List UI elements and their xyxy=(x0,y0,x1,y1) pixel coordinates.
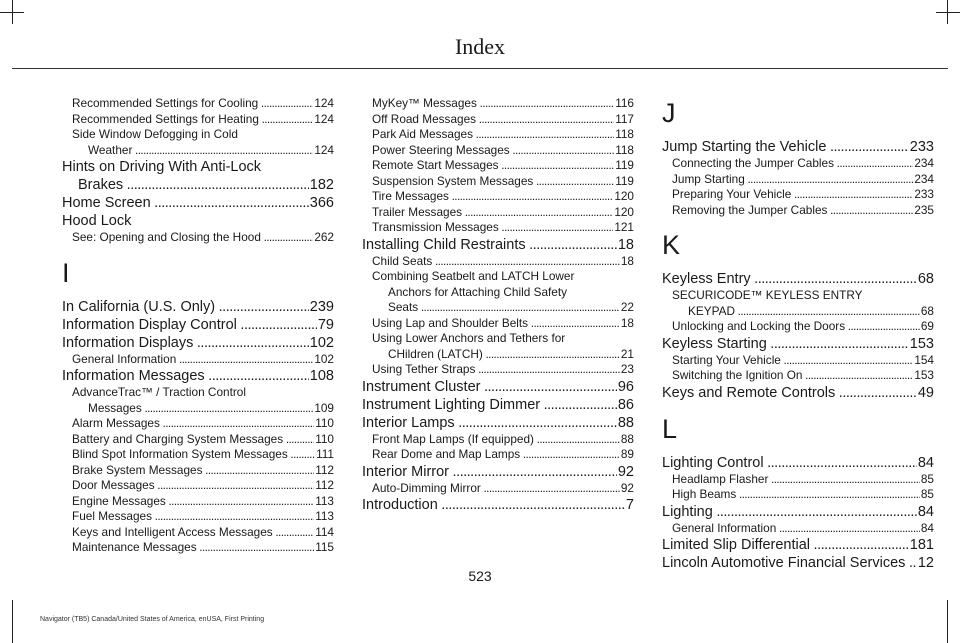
index-entry xyxy=(662,335,934,353)
leader-dots xyxy=(372,220,634,236)
leader-dots xyxy=(372,96,634,112)
entry-label: Jump Starting xyxy=(672,171,745,186)
index-entry: Hood Lock xyxy=(62,213,132,229)
entry-page: 114 xyxy=(315,524,334,539)
entry-label: Starting Your Vehicle xyxy=(672,352,781,367)
leader-dots xyxy=(362,236,634,254)
entry-page: 234 xyxy=(914,171,934,186)
leader-dots xyxy=(672,368,934,384)
entry-label: Information Displays xyxy=(62,334,194,351)
crop-mark xyxy=(947,600,948,643)
leader-dots xyxy=(362,378,634,396)
index-subentry xyxy=(662,172,934,188)
index-subentry xyxy=(362,447,634,463)
entry-page: 153 xyxy=(914,368,934,382)
entry-label: Maintenance Messages xyxy=(72,540,197,554)
index-entry xyxy=(662,270,934,288)
index-entry xyxy=(362,414,634,432)
index-entry xyxy=(62,316,334,334)
leader-dots xyxy=(688,304,934,320)
entry-label: Using Lap and Shoulder Belts xyxy=(372,315,529,330)
index-entry xyxy=(662,536,934,554)
entry-page: 85 xyxy=(920,487,934,501)
entry-label: Engine Messages xyxy=(72,493,166,508)
index-subentry xyxy=(662,353,934,369)
entry-page: 84 xyxy=(917,454,934,471)
leader-dots xyxy=(662,503,934,521)
leader-dots xyxy=(372,205,634,221)
leader-dots xyxy=(372,481,634,497)
index-entry xyxy=(662,138,934,156)
index-subentry xyxy=(362,316,634,332)
entry-page: 234 xyxy=(914,156,934,170)
entry-label: Limited Slip Differential xyxy=(662,537,811,553)
leader-dots xyxy=(72,509,334,525)
page-title: Index xyxy=(454,34,506,59)
index-column-2 xyxy=(362,96,634,514)
index-entry xyxy=(362,236,634,254)
index-subentry xyxy=(62,112,334,128)
entry-label: Lighting Control xyxy=(662,454,764,471)
entry-label: Park Aid Messages xyxy=(372,127,473,141)
index-subentry xyxy=(662,368,934,384)
leader-dots xyxy=(662,384,934,402)
entry-label: Keys and Intelligent Access Messages xyxy=(72,524,273,539)
index-subentry: Combining Seatbelt and LATCH Lower xyxy=(372,269,575,283)
leader-dots xyxy=(62,316,334,334)
leader-dots xyxy=(72,463,334,479)
leader-dots xyxy=(62,194,334,212)
index-subentry xyxy=(362,300,634,316)
crop-mark xyxy=(947,0,948,24)
entry-page: 124 xyxy=(314,111,334,126)
entry-label: CHildren (LATCH) xyxy=(388,346,483,361)
entry-page: 23 xyxy=(620,362,634,376)
leader-dots xyxy=(372,143,634,159)
entry-page: 68 xyxy=(920,303,934,318)
index-subentry xyxy=(362,347,634,363)
entry-page: 113 xyxy=(315,509,334,523)
index-subentry xyxy=(662,472,934,488)
section-letter: K xyxy=(662,230,681,260)
index-subentry: AdvanceTrac™ / Traction Control xyxy=(72,385,246,399)
leader-dots xyxy=(672,521,934,537)
entry-label: Lighting xyxy=(662,503,713,520)
index-entry xyxy=(62,334,334,352)
index-subentry xyxy=(62,447,334,463)
entry-label: Jump Starting the Vehicle xyxy=(662,139,827,155)
index-subentry xyxy=(662,203,934,219)
entry-label: Auto-Dimming Mirror xyxy=(372,480,481,495)
leader-dots xyxy=(372,432,634,448)
index-subentry xyxy=(62,525,334,541)
entry-page: 84 xyxy=(917,503,934,520)
entry-page: 235 xyxy=(914,202,934,217)
entry-label: MyKey™ Messages xyxy=(372,96,477,110)
leader-dots xyxy=(672,319,934,335)
entry-label: Instrument Cluster xyxy=(362,378,481,395)
entry-page: 89 xyxy=(620,447,634,461)
index-entry xyxy=(362,463,634,481)
index-subentry xyxy=(62,230,334,246)
entry-page: 7 xyxy=(625,497,634,513)
entry-label: Front Map Lamps (If equipped) xyxy=(372,431,534,446)
entry-page: 112 xyxy=(315,478,334,492)
index-entry xyxy=(362,378,634,396)
leader-dots xyxy=(72,478,334,494)
index-subentry xyxy=(62,494,334,510)
index-subentry xyxy=(662,521,934,537)
leader-dots xyxy=(72,525,334,541)
index-subentry xyxy=(362,143,634,159)
index-subentry xyxy=(62,540,334,556)
index-subentry xyxy=(62,96,334,112)
index-subentry xyxy=(662,156,934,172)
entry-label: Information Display Control xyxy=(62,316,237,333)
entry-page: 79 xyxy=(317,316,334,333)
index-subentry xyxy=(62,509,334,525)
leader-dots xyxy=(72,112,334,128)
index-subentry xyxy=(362,432,634,448)
entry-page: 18 xyxy=(620,253,634,268)
entry-page: 116 xyxy=(615,96,634,110)
entry-label: Suspension System Messages xyxy=(372,173,534,188)
leader-dots xyxy=(372,112,634,128)
leader-dots xyxy=(662,270,934,288)
entry-page: 108 xyxy=(309,368,334,384)
leader-dots xyxy=(372,189,634,205)
index-subentry xyxy=(362,205,634,221)
index-entry xyxy=(62,194,334,212)
leader-dots xyxy=(72,352,334,368)
entry-label: Off Road Messages xyxy=(372,111,477,126)
index-entry xyxy=(362,396,634,414)
entry-label: Seats xyxy=(388,300,419,314)
leader-dots xyxy=(672,203,934,219)
header-divider xyxy=(12,68,948,69)
index-subentry xyxy=(662,304,934,320)
entry-page: 118 xyxy=(615,127,634,141)
leader-dots xyxy=(72,230,334,246)
index-subentry xyxy=(362,481,634,497)
entry-label: Tire Messages xyxy=(372,189,449,203)
leader-dots xyxy=(388,347,634,363)
entry-label: Recommended Settings for Heating xyxy=(72,111,259,126)
index-entry xyxy=(662,503,934,521)
entry-label: Connecting the Jumper Cables xyxy=(672,156,834,170)
entry-label: Headlamp Flasher xyxy=(672,471,769,486)
section-letter: J xyxy=(662,98,676,128)
entry-label: Keyless Entry xyxy=(662,271,751,287)
index-column-3 xyxy=(662,96,934,572)
index-entry xyxy=(62,298,334,316)
entry-page: 86 xyxy=(617,396,634,413)
leader-dots xyxy=(362,396,634,414)
leader-dots xyxy=(388,300,634,316)
leader-dots xyxy=(362,463,634,481)
leader-dots xyxy=(362,414,634,432)
entry-page: 49 xyxy=(917,384,934,401)
index-subentry xyxy=(662,487,934,503)
entry-page: 111 xyxy=(316,447,334,461)
entry-page: 233 xyxy=(914,187,934,201)
entry-page: 154 xyxy=(914,352,934,367)
leader-dots xyxy=(88,401,334,417)
entry-label: Interior Mirror xyxy=(362,463,450,480)
leader-dots xyxy=(372,174,634,190)
leader-dots xyxy=(72,540,334,556)
entry-label: Fuel Messages xyxy=(72,509,152,523)
entry-label: General Information xyxy=(672,520,777,535)
leader-dots xyxy=(372,362,634,378)
entry-label: Keys and Remote Controls xyxy=(662,384,836,401)
entry-page: 109 xyxy=(314,400,334,415)
entry-label: Door Messages xyxy=(72,478,155,492)
entry-page: 22 xyxy=(620,300,634,314)
index-subentry xyxy=(62,432,334,448)
leader-dots xyxy=(672,156,934,172)
entry-page: 102 xyxy=(309,334,334,351)
entry-page: 18 xyxy=(620,315,634,330)
entry-label: Trailer Messages xyxy=(372,204,463,219)
index-subentry xyxy=(362,220,634,236)
entry-label: Power Steering Messages xyxy=(372,142,510,157)
page-number: 523 xyxy=(468,568,492,584)
section-letter: I xyxy=(62,257,70,288)
entry-label: Messages xyxy=(88,400,142,415)
entry-label: Rear Dome and Map Lamps xyxy=(372,447,521,461)
index-subentry xyxy=(62,352,334,368)
entry-page: 85 xyxy=(920,471,934,486)
section-letter: L xyxy=(662,413,678,444)
index-subentry xyxy=(662,319,934,335)
leader-dots xyxy=(662,335,934,353)
entry-page: 112 xyxy=(315,462,334,477)
entry-label: Interior Lamps xyxy=(362,414,455,431)
entry-page: 119 xyxy=(615,158,634,172)
entry-label: Using Tether Straps xyxy=(372,362,476,376)
leader-dots xyxy=(72,494,334,510)
index-subentry: Using Lower Anchors and Tethers for xyxy=(372,331,566,345)
index-subentry xyxy=(362,254,634,270)
leader-dots xyxy=(72,96,334,112)
entry-page: 88 xyxy=(620,431,634,446)
leader-dots xyxy=(62,367,334,385)
leader-dots xyxy=(372,158,634,174)
entry-label: Brake System Messages xyxy=(72,462,203,477)
entry-page: 115 xyxy=(315,540,334,554)
entry-page: 68 xyxy=(917,271,934,287)
entry-page: 110 xyxy=(315,431,334,446)
leader-dots xyxy=(662,138,934,156)
leader-dots xyxy=(372,254,634,270)
entry-page: 113 xyxy=(315,493,334,508)
entry-label: Transmission Messages xyxy=(372,220,499,234)
entry-label: Home Screen xyxy=(62,195,151,211)
entry-page: 124 xyxy=(314,142,334,157)
leader-dots xyxy=(362,496,634,514)
entry-page: 84 xyxy=(920,520,934,535)
entry-page: 92 xyxy=(617,463,634,480)
index-entry: Hints on Driving With Anti-Lock xyxy=(62,159,262,175)
leader-dots xyxy=(62,298,334,316)
entry-label: KEYPAD xyxy=(688,303,735,318)
index-entry xyxy=(62,176,334,194)
entry-page: 69 xyxy=(920,319,934,333)
index-subentry xyxy=(362,127,634,143)
entry-label: Introduction xyxy=(362,497,438,513)
entry-page: 117 xyxy=(615,111,634,126)
entry-label: Switching the Ignition On xyxy=(672,368,803,382)
entry-label: Child Seats xyxy=(372,253,433,268)
index-subentry xyxy=(362,112,634,128)
leader-dots xyxy=(662,536,934,554)
index-subentry xyxy=(362,158,634,174)
entry-label: Unlocking and Locking the Doors xyxy=(672,319,846,333)
index-subentry xyxy=(362,174,634,190)
entry-page: 110 xyxy=(315,416,334,430)
index-subentry xyxy=(662,187,934,203)
leader-dots xyxy=(372,447,634,463)
entry-page: 118 xyxy=(615,142,634,157)
entry-page: 153 xyxy=(909,335,934,352)
entry-page: 96 xyxy=(617,378,634,395)
entry-label: Recommended Settings for Cooling xyxy=(72,96,259,110)
entry-page: 120 xyxy=(614,204,634,219)
entry-label: Brakes xyxy=(78,177,124,193)
entry-page: 21 xyxy=(620,346,634,361)
leader-dots xyxy=(62,334,334,352)
index-entry xyxy=(662,454,934,472)
index-entry xyxy=(662,384,934,402)
crop-mark xyxy=(936,12,960,13)
entry-label: Battery and Charging System Messages xyxy=(72,431,284,446)
leader-dots xyxy=(662,454,934,472)
entry-page: 119 xyxy=(615,173,634,188)
entry-page: 239 xyxy=(309,298,334,315)
entry-page: 92 xyxy=(620,480,634,495)
leader-dots xyxy=(72,416,334,432)
entry-page: 102 xyxy=(314,351,334,366)
index-subentry xyxy=(62,478,334,494)
entry-page: 12 xyxy=(917,555,934,571)
leader-dots xyxy=(672,187,934,203)
leader-dots xyxy=(72,447,334,463)
printing-info: Navigator (TB5) Canada/United States of America, enUSA, First Printing xyxy=(40,616,265,623)
entry-page: 88 xyxy=(617,414,634,431)
index-subentry xyxy=(362,96,634,112)
leader-dots xyxy=(78,176,334,194)
entry-label: Blind Spot Information System Messages xyxy=(72,447,288,461)
leader-dots xyxy=(88,143,334,159)
entry-page: 121 xyxy=(614,220,634,234)
index-subentry: Side Window Defogging in Cold xyxy=(72,127,238,141)
entry-page: 124 xyxy=(314,96,334,110)
index-subentry xyxy=(62,416,334,432)
entry-label: Installing Child Restraints xyxy=(362,236,526,253)
entry-page: 262 xyxy=(314,230,334,244)
leader-dots xyxy=(372,127,634,143)
entry-label: Keyless Starting xyxy=(662,335,767,352)
entry-page: 366 xyxy=(309,195,334,211)
crop-mark xyxy=(12,0,13,24)
entry-page: 233 xyxy=(909,139,934,155)
entry-label: Information Messages xyxy=(62,368,205,384)
leader-dots xyxy=(672,487,934,503)
entry-label: High Beams xyxy=(672,487,737,501)
leader-dots xyxy=(672,172,934,188)
entry-label: Instrument Lighting Dimmer xyxy=(362,396,541,413)
index-subentry xyxy=(62,143,334,159)
index-subentry xyxy=(362,189,634,205)
crop-mark xyxy=(12,600,13,643)
index-subentry xyxy=(62,463,334,479)
entry-page: 181 xyxy=(909,537,934,553)
index-subentry: SECURICODE™ KEYLESS ENTRY xyxy=(672,288,863,302)
index-subentry xyxy=(362,362,634,378)
index-entry xyxy=(62,367,334,385)
entry-label: In California (U.S. Only) xyxy=(62,298,216,315)
entry-label: General Information xyxy=(72,351,177,366)
leader-dots xyxy=(672,472,934,488)
entry-label: Preparing Your Vehicle xyxy=(672,187,792,201)
index-column-1 xyxy=(62,96,334,556)
index-subentry xyxy=(62,401,334,417)
index-entry xyxy=(362,496,634,514)
entry-label: Removing the Jumper Cables xyxy=(672,202,828,217)
entry-label: See: Opening and Closing the Hood xyxy=(72,230,261,244)
entry-page: 182 xyxy=(309,177,334,193)
entry-label: Alarm Messages xyxy=(72,416,160,430)
entry-label: Remote Start Messages xyxy=(372,158,499,172)
entry-label: Weather xyxy=(88,142,133,157)
entry-label: Lincoln Automotive Financial Services xyxy=(662,555,906,571)
entry-page: 18 xyxy=(617,236,634,253)
leader-dots xyxy=(72,432,334,448)
index-subentry: Anchors for Attaching Child Safety xyxy=(388,284,568,299)
leader-dots xyxy=(372,316,634,332)
entry-page: 120 xyxy=(614,189,634,203)
leader-dots xyxy=(672,353,934,369)
